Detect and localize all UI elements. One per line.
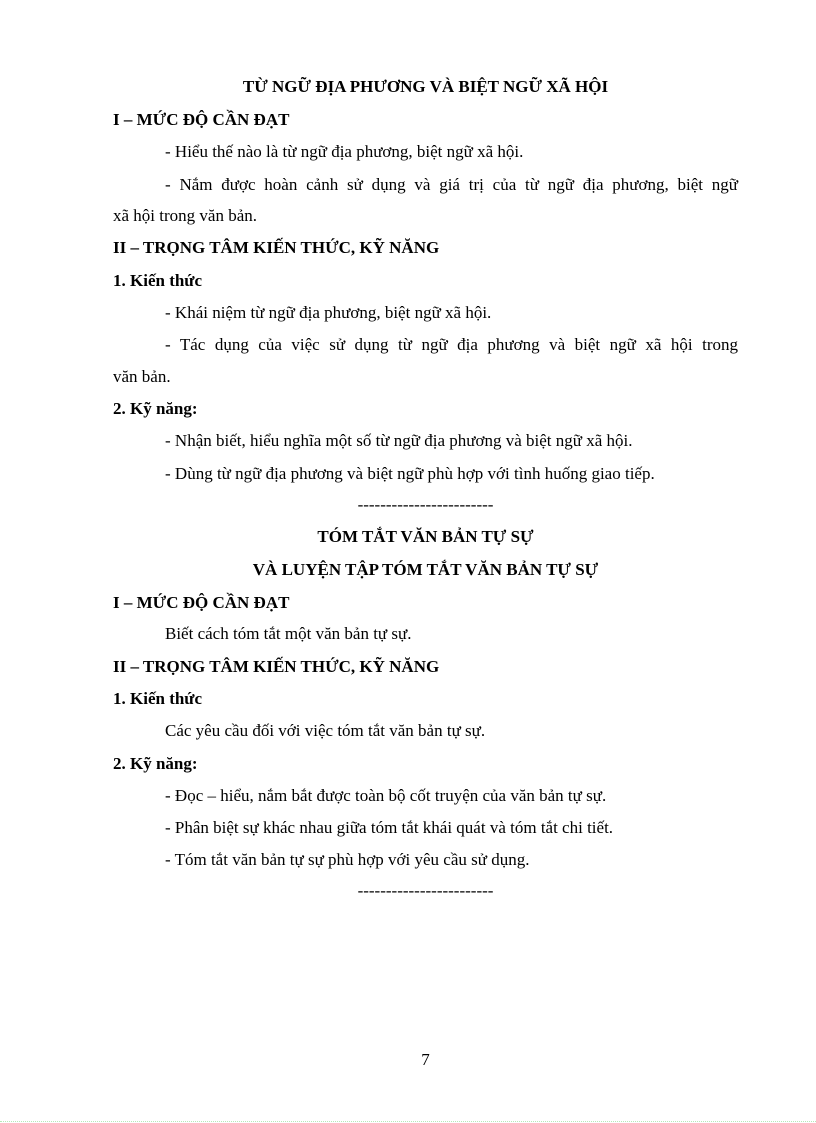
paragraph: - Khái niệm từ ngữ địa phương, biệt ngữ xã hội.	[165, 303, 492, 322]
separator: ------------------------	[357, 495, 494, 514]
doc-title-1: TỪ NGỮ ĐỊA PHƯƠNG VÀ BIỆT NGỮ XÃ HỘI	[242, 77, 609, 96]
paragraph: - Tác dụng của việc sử dụng từ ngữ địa phương và biệt ngữ xã hội trong	[165, 335, 738, 354]
subheading: 1. Kiến thức	[113, 689, 203, 708]
paragraph: Các yêu cầu đối với việc tóm tắt văn bản tự sự.	[165, 721, 486, 740]
subheading: 2. Kỹ năng:	[113, 399, 198, 418]
page-border	[0, 1121, 816, 1122]
subheading: 2. Kỹ năng:	[113, 754, 198, 773]
page-number: 7	[421, 1050, 430, 1069]
separator: ------------------------	[357, 881, 494, 900]
paragraph: - Dùng từ ngữ địa phương và biệt ngữ phù hợp với tình huống giao tiếp.	[165, 464, 655, 483]
subheading: 1. Kiến thức	[113, 271, 203, 290]
paragraph: - Đọc – hiểu, nắm bắt được toàn bộ cốt truyện của văn bản tự sự.	[165, 786, 607, 805]
paragraph: - Nhận biết, hiểu nghĩa một số từ ngữ địa phương và biệt ngữ xã hội.	[165, 431, 633, 450]
paragraph: - Nắm được hoàn cảnh sử dụng và giá trị của từ ngữ địa phương, biệt ngữ	[165, 175, 738, 194]
paragraph: Biết cách tóm tắt một văn bản tự sự.	[165, 624, 412, 643]
doc-title-2-line2: VÀ LUYỆN TẬP TÓM TẮT VĂN BẢN TỰ SỰ	[252, 560, 599, 579]
paragraph: - Phân biệt sự khác nhau giữa tóm tắt khái quát và tóm tắt chi tiết.	[165, 818, 614, 837]
paragraph-cont: văn bản.	[113, 367, 171, 386]
heading-1: I – MỨC ĐỘ CẦN ĐẠT	[113, 593, 290, 612]
heading-2: II – TRỌNG TÂM KIẾN THỨC, KỸ NĂNG	[113, 657, 440, 676]
paragraph: - Hiểu thế nào là từ ngữ địa phương, biệt ngữ xã hội.	[165, 142, 524, 161]
paragraph: - Tóm tắt văn bản tự sự phù hợp với yêu cầu sử dụng.	[165, 850, 530, 869]
heading-1: I – MỨC ĐỘ CẦN ĐẠT	[113, 110, 290, 129]
doc-title-2: TÓM TẮT VĂN BẢN TỰ SỰ	[317, 527, 534, 546]
paragraph-cont: xã hội trong văn bản.	[113, 206, 257, 225]
heading-2: II – TRỌNG TÂM KIẾN THỨC, KỸ NĂNG	[113, 238, 440, 257]
